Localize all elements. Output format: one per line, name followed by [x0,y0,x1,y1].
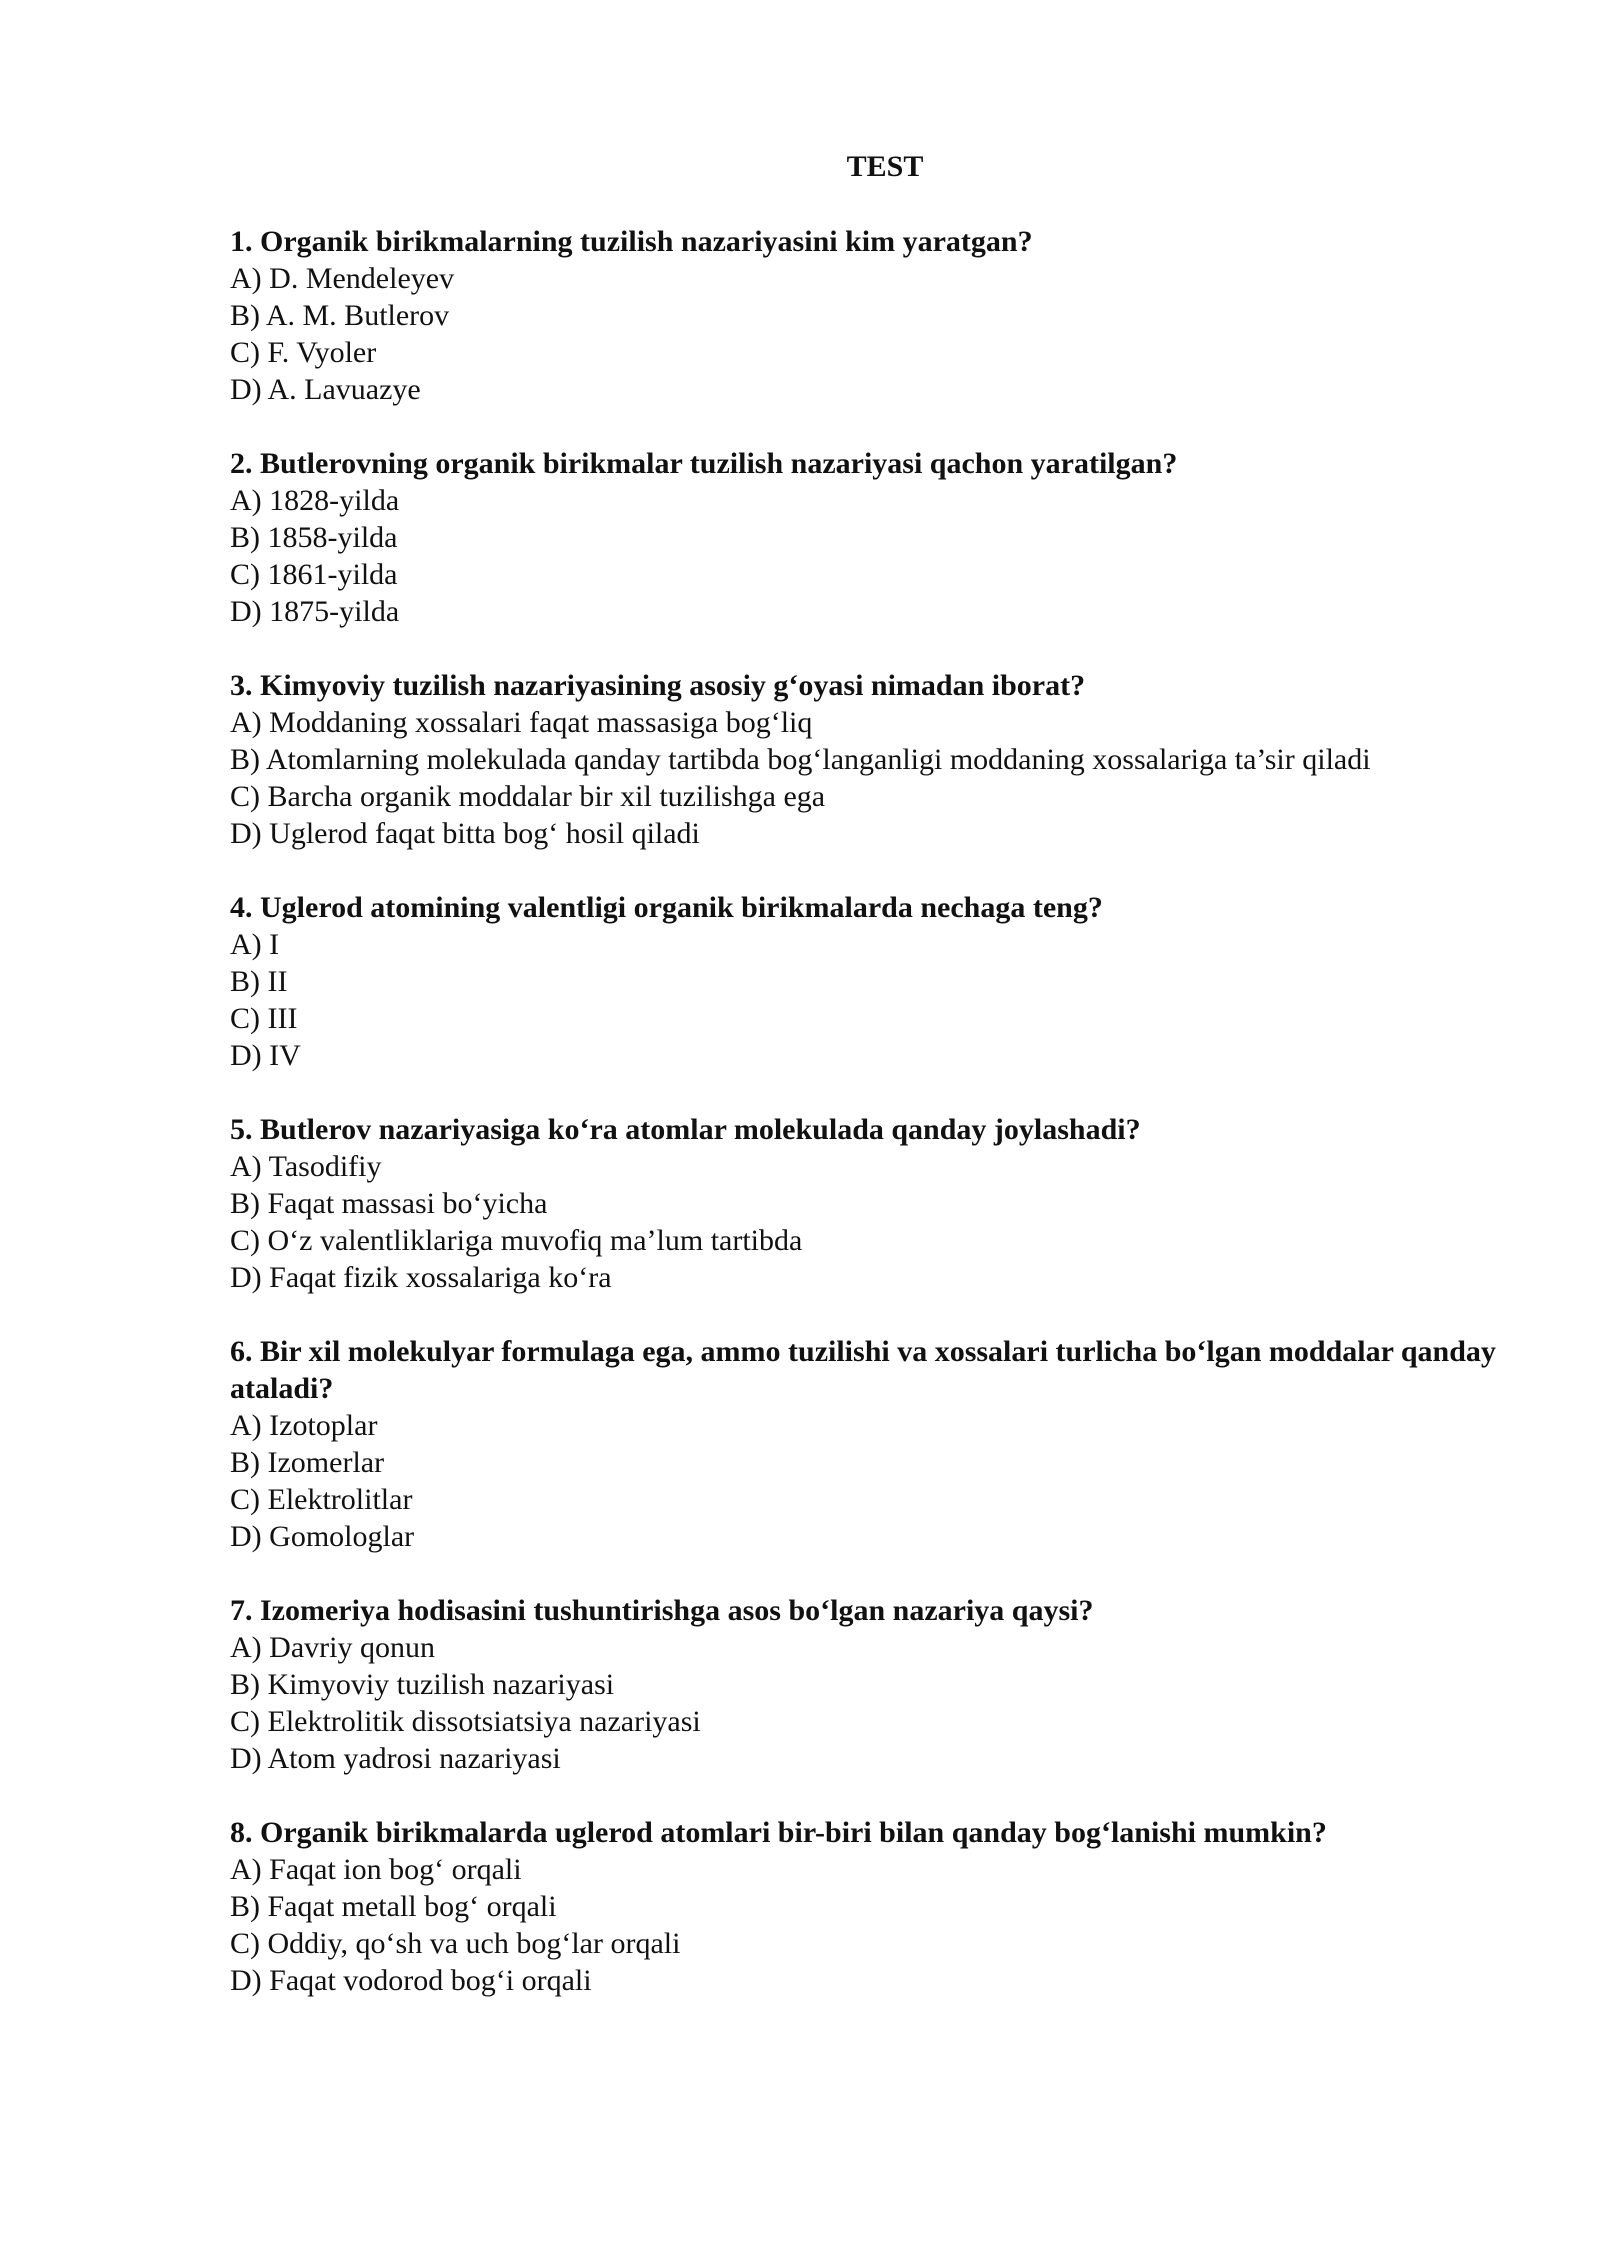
answer-option: A) I [230,928,280,961]
answer-option: B) Faqat metall bog‘ orqali [230,1890,557,1923]
answer-option: C) F. Vyoler [230,336,377,369]
answer-option: D) Gomologlar [230,1520,415,1553]
answer-list [230,1851,1530,1999]
answer-option: D) 1875-yilda [230,595,400,628]
question-block [230,1814,1530,1999]
answer-list [230,260,1530,408]
answer-option: A) Tasodifiy [230,1150,382,1183]
answer-option: C) 1861-yilda [230,558,398,591]
question-block [230,1111,1530,1296]
question-block [230,1592,1530,1777]
answer-option: C) Barcha organik moddalar bir xil tuzilishga ega [230,780,826,813]
answer-option: A) Davriy qonun [230,1631,435,1664]
question-text: 4. Uglerod atomining valentligi organik birikmalarda nechaga teng? [230,891,1103,924]
page-title: TEST [846,150,924,183]
answer-list [230,1148,1530,1296]
question-list [230,223,1530,1999]
answer-list [230,482,1530,630]
answer-list [230,1407,1530,1555]
question-block [230,889,1530,1074]
question-block [230,445,1530,630]
answer-option: A) 1828-yilda [230,484,400,517]
answer-option: A) D. Mendeleyev [230,262,455,295]
question-text: 6. Bir xil molekulyar formulaga ega, ammo tuzilishi va xossalari turlicha bo‘lgan moddalar qanday ataladi? [230,1335,1496,1405]
answer-option: C) Oddiy, qo‘sh va uch bog‘lar orqali [230,1927,681,1960]
answer-list [230,926,1530,1074]
answer-option: B) II [230,965,288,998]
answer-option: C) O‘z valentliklariga muvofiq ma’lum tartibda [230,1224,803,1257]
question-block [230,223,1530,408]
answer-option: B) Izomerlar [230,1446,385,1479]
answer-option: A) Faqat ion bog‘ orqali [230,1853,522,1886]
answer-option: D) Atom yadrosi nazariyasi [230,1742,561,1775]
answer-option: B) Atomlarning molekulada qanday tartibda bog‘langanligi moddaning xossalariga ta’sir qiladi [230,743,1371,776]
answer-option: D) Faqat vodorod bog‘i orqali [230,1964,592,1997]
answer-option: B) 1858-yilda [230,521,398,554]
question-text: 5. Butlerov nazariyasiga ko‘ra atomlar molekulada qanday joylashadi? [230,1113,1141,1146]
answer-option: B) Kimyoviy tuzilish nazariyasi [230,1668,615,1701]
answer-option: A) Izotoplar [230,1409,378,1442]
answer-option: D) A. Lavuazye [230,373,421,406]
answer-list [230,704,1530,852]
answer-option: D) Faqat fizik xossalariga ko‘ra [230,1261,612,1294]
question-text: 3. Kimyoviy tuzilish nazariyasining asosiy g‘oyasi nimadan iborat? [230,669,1086,702]
answer-option: C) III [230,1002,298,1035]
answer-option: B) A. M. Butlerov [230,299,450,332]
question-text: 8. Organik birikmalarda uglerod atomlari bir-biri bilan qanday bog‘lanishi mumkin? [230,1816,1327,1849]
answer-option: C) Elektrolitik dissotsiatsiya nazariyasi [230,1705,701,1738]
answer-option: D) Uglerod faqat bitta bog‘ hosil qiladi [230,817,700,850]
question-text: 7. Izomeriya hodisasini tushuntirishga asos bo‘lgan nazariya qaysi? [230,1594,1094,1627]
answer-option: B) Faqat massasi bo‘yicha [230,1187,548,1220]
answer-option: A) Moddaning xossalari faqat massasiga bog‘liq [230,706,813,739]
question-text: 1. Organik birikmalarning tuzilish nazariyasini kim yaratgan? [230,225,1033,258]
answer-option: C) Elektrolitlar [230,1483,413,1516]
answer-option: D) IV [230,1039,301,1072]
question-block [230,667,1530,852]
answer-list [230,1629,1530,1777]
test-page [230,148,1530,2036]
question-text: 2. Butlerovning organik birikmalar tuzilish nazariyasi qachon yaratilgan? [230,447,1178,480]
question-block [230,1333,1530,1555]
